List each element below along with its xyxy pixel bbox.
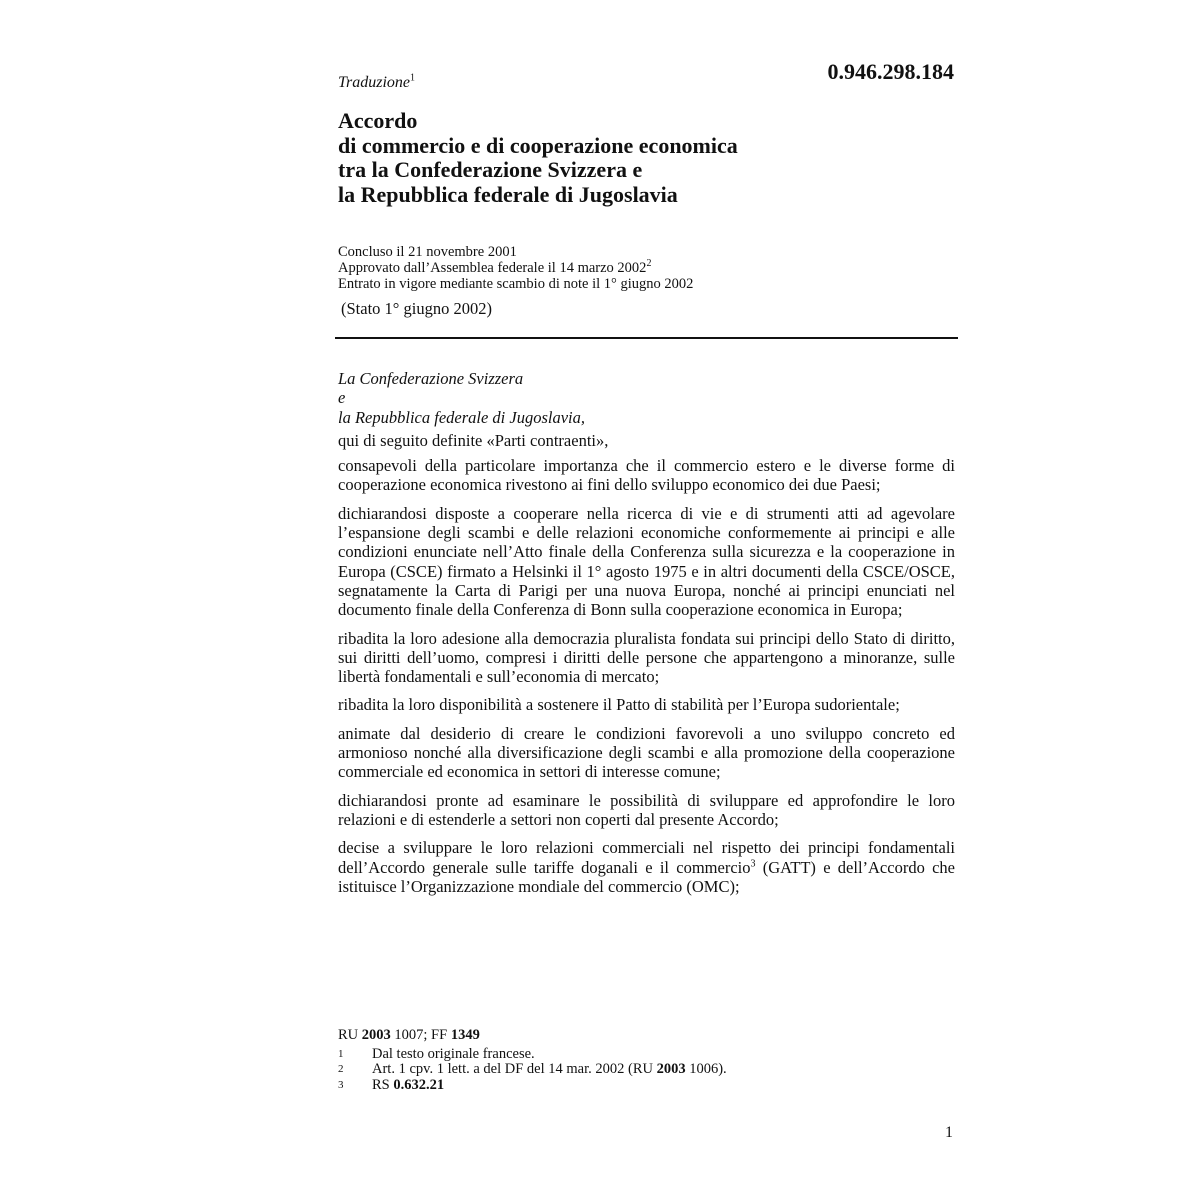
document-metadata: [338, 244, 693, 292]
systematic-number: 0.946.298.184: [827, 59, 954, 84]
preamble-text: (GATT) e dell’Accordo che istituisce l’Organizzazione mondiale del commercio (OMC);: [338, 857, 955, 896]
ru-year: 2003: [361, 1027, 391, 1043]
preamble-paragraph: dichiarandosi pronte ad esaminare le possibilità di sviluppare ed approfondire le loro relazioni e di estenderle a settori non coperti dal presente Accordo;: [338, 790, 955, 829]
party-switzerland: La Confederazione Svizzera: [338, 369, 524, 388]
footnote-bold: 2003: [656, 1061, 686, 1077]
preamble-paragraph: dichiarandosi disposte a cooperare nella ricerca di vie e di strumenti atti ad agevolare l’espansione degli scambi e delle relazioni economiche conformemente ai principi e alle condizioni enunciate nell’Atto finale della Conferenza sulla sicurezza e la cooperazione in Europa (CSCE) firmato a Helsinki il 1° agosto 1975 e in altri documenti della CSCE/OSCE, segnatamente la Carta di Parigi per una nuova Europa, nonché ai principi enunciati nel documento finale della Conferenza di Bonn sulla cooperazione economica in Europa;: [338, 503, 955, 620]
preamble: [338, 369, 955, 905]
footnote-3: [338, 1078, 727, 1094]
party-conjunction: e: [338, 388, 346, 408]
preamble-paragraph: consapevoli della particolare importanza che il commercio estero e le diverse forme di cooperazione economica rivestono ai fini dello sviluppo economico dei due Paesi;: [338, 456, 955, 495]
preamble-paragraph: [338, 838, 955, 896]
footnote-number: 3: [338, 1078, 344, 1091]
preamble-paragraph: ribadita la loro adesione alla democrazia pluralista fondata sui principi dello Stato di diritto, sui diritti dell’uomo, compresi i diritti delle persone che appartengono a minoranze, sulle libertà fondamentali e sull’economia di mercato;: [338, 628, 955, 687]
footnote-1: [338, 1047, 727, 1063]
party-yugoslavia: la Repubblica federale di Jugoslavia,: [338, 407, 585, 427]
footnote-text-part: RS: [372, 1076, 394, 1093]
footnote-text-part: Dal testo originale francese.: [372, 1045, 535, 1062]
preamble-paragraph: animate dal desiderio di creare le condizioni favorevoli a uno sviluppo concreto ed armonioso nonché alla diversificazione degli scambi e alla promozione della cooperazione commerciale ed economica in settori di interesse comune;: [338, 723, 955, 782]
footnote-text: [372, 1062, 727, 1078]
translation-label-text: Traduzione: [338, 74, 411, 91]
footnote-text: [372, 1078, 444, 1094]
title-line: tra la Confederazione Svizzera e: [338, 157, 643, 182]
footnote-2: [338, 1062, 727, 1078]
title-line: Accordo: [338, 108, 418, 133]
footnote-ref-3[interactable]: 3: [750, 858, 756, 870]
footnote-text-part: 1006).: [685, 1061, 727, 1077]
ru-page: 1007; FF: [390, 1027, 451, 1043]
preamble-paragraph: ribadita la loro disponibilità a sostenere il Patto di stabilità per l’Europa sudorientale;: [338, 695, 900, 715]
contracting-parties: [338, 369, 955, 450]
title-line: di commercio e di cooperazione economica: [338, 132, 738, 158]
footnote-bold: 0.632.21: [393, 1076, 445, 1093]
document-title: [338, 109, 938, 207]
approved-date: [338, 260, 693, 276]
approved-date-text: Approvato dall’Assemblea federale il 14 marzo 2002: [338, 260, 647, 276]
concluded-date: Concluso il 21 novembre 2001: [338, 244, 517, 260]
title-line: la Repubblica federale di Jugoslavia: [338, 181, 678, 207]
footnote-text-part: Art. 1 cpv. 1 lett. a del DF del 14 mar. 2002 (RU: [372, 1061, 657, 1077]
parties-definition: qui di seguito definite «Parti contraenti»,: [338, 430, 609, 450]
footnote-number: 2: [338, 1063, 344, 1075]
in-force-date: Entrato in vigore mediante scambio di note il 1° giugno 2002: [338, 276, 694, 292]
footnote-ref-2[interactable]: 2: [646, 258, 652, 270]
official-collection-ref: [338, 1028, 727, 1044]
status-date: (Stato 1° giugno 2002): [341, 299, 492, 318]
page-number: 1: [945, 1124, 953, 1141]
footnote-ref-1[interactable]: 1: [410, 72, 416, 84]
footnote-text: [372, 1047, 535, 1063]
footnote-number: 1: [338, 1047, 344, 1060]
ru-prefix: RU: [338, 1027, 362, 1043]
header-divider: [335, 337, 958, 339]
preamble-text: decise a sviluppare le loro relazioni commerciali nel rispetto dei principi fondamentali dell’Accordo generale sulle tariffe doganali e il commercio: [338, 838, 955, 877]
ff-page: 1349: [450, 1027, 480, 1043]
footnotes: [338, 1028, 727, 1093]
translation-label: [338, 74, 415, 92]
